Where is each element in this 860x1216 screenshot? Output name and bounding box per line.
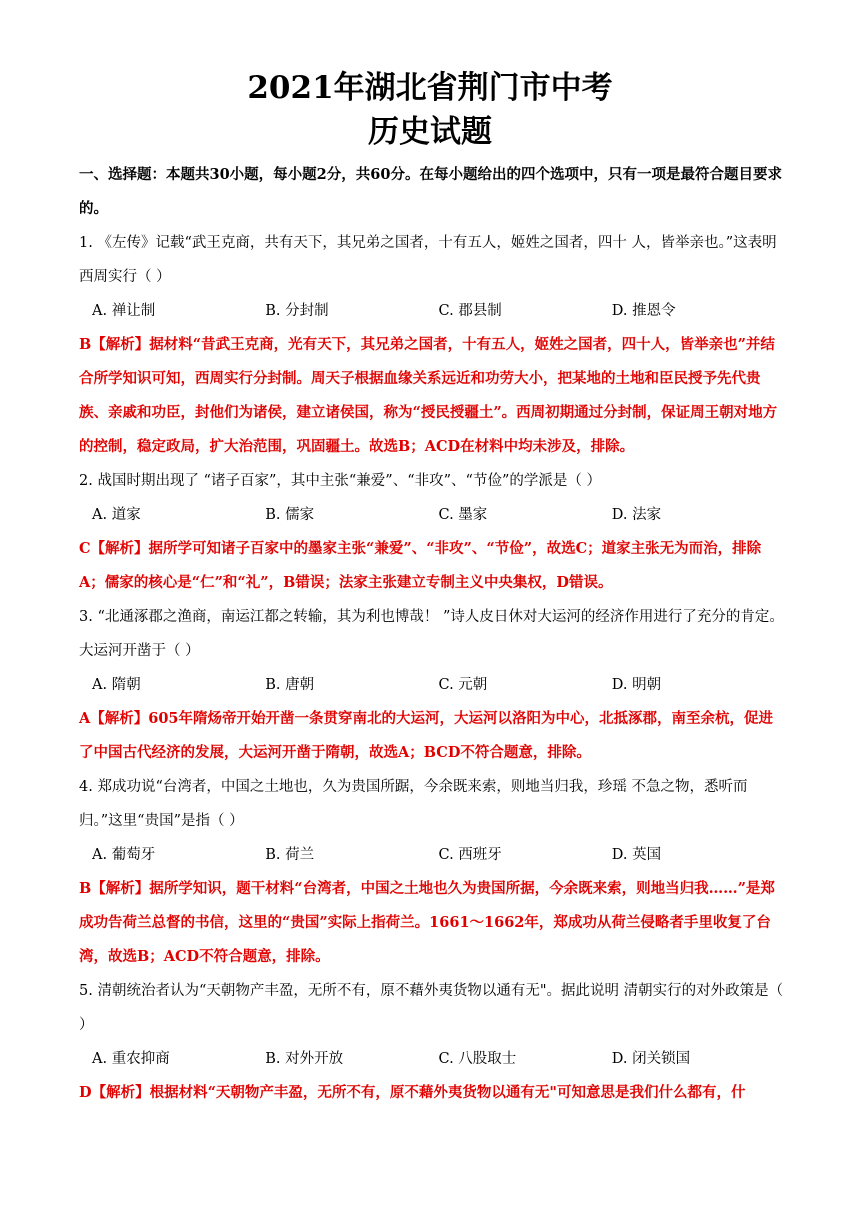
exam-content — [79, 158, 785, 1110]
option: D. 英国 — [611, 847, 662, 863]
option: B. 唐朝 — [265, 677, 315, 693]
options-row — [79, 1042, 785, 1076]
answer-analysis: D【解析】根据材料“天朝物产丰盈，无所不有，原不藉外夷货物以通有无"可知意思是我们什么都有，什 — [79, 1084, 746, 1101]
option: A. 重农抑商 — [92, 1051, 170, 1067]
question-stem: 4. 郑成功说“台湾者，中国之土地也，久为贵国所踞，今余既来索，则地当归我，珍瑶 不急之物，悉听而归。”这里“贵国”是指（ ） — [79, 779, 748, 829]
exam-title: 2021年湖北省荆门市中考 — [247, 70, 613, 106]
option: D. 推恩令 — [611, 303, 676, 319]
option: C. 八股取士 — [438, 1051, 517, 1067]
option: C. 郡县制 — [438, 303, 502, 319]
options-row — [79, 668, 785, 702]
option: A. 葡萄牙 — [92, 847, 156, 863]
section-header: 一、选择题：本题共30小题，每小题2分，共60分。在每小题给出的四个选项中，只有一项是最符合题目要求的。 — [79, 166, 782, 217]
answer-analysis: B【解析】据所学知识，题干材料“台湾者，中国之土地也久为贵国所据，今余既来索，则地当归我……”是郑成功告荷兰总督的书信，这里的“贵国”实际上指荷兰。1661～1662年，郑成功从荷兰侵略者手里收复了台湾，故选B；ACD不符合题意，排除。 — [79, 880, 775, 965]
options-row — [79, 294, 785, 328]
option: D. 闭关锁国 — [611, 1051, 691, 1067]
exam-subtitle: 历史试题 — [368, 114, 492, 150]
option: C. 墨家 — [438, 507, 488, 523]
option: A. 隋朝 — [92, 677, 141, 693]
option: D. 明朝 — [611, 677, 662, 693]
question-stem: 5. 清朝统治者认为“天朝物产丰盈，无所不有，原不藉外夷货物以通有无"。据此说明 清朝实行的对外政策是（ ） — [79, 983, 784, 1033]
option: B. 对外开放 — [265, 1051, 344, 1067]
option: C. 西班牙 — [438, 847, 502, 863]
option: C. 元朝 — [438, 677, 488, 693]
question-stem: 1. 《左传》记载“武王克商，共有天下，其兄弟之国者，十有五人，姬姓之国者，四十 人，皆举亲也。”这表明西周实行（ ） — [79, 235, 777, 285]
answer-analysis: C【解析】据所学可知诸子百家中的墨家主张“兼爱”、“非攻”、“节俭”，故选C；道家主张无为而治，排除A；儒家的核心是“仁”和“礼”，B错误；法家主张建立专制主义中央集权，D错误。 — [79, 540, 762, 591]
option: B. 儒家 — [265, 507, 315, 523]
option: B. 分封制 — [265, 303, 329, 319]
option: A. 道家 — [92, 507, 141, 523]
option: B. 荷兰 — [265, 847, 315, 863]
option: A. 禅让制 — [92, 303, 156, 319]
question-stem: 2. 战国时期出现了 “诸子百家”，其中主张“兼爱”、“非攻”、“节俭”的学派是（ ） — [79, 473, 601, 489]
question-stem: 3. “北通涿郡之渔商，南运江都之转输，其为利也博哉！ ”诗人皮日休对大运河的经济作用进行了充分的肯定。大运河开凿于（ ） — [79, 609, 784, 659]
answer-analysis: A【解析】605年隋炀帝开始开凿一条贯穿南北的大运河，大运河以洛阳为中心，北抵涿郡，南至余杭，促进了中国古代经济的发展，大运河开凿于隋朝，故选A；BCD不符合题意，排除。 — [79, 710, 774, 761]
options-row — [79, 838, 785, 872]
option: D. 法家 — [611, 507, 662, 523]
options-row — [79, 498, 785, 532]
answer-analysis: B【解析】据材料“昔武王克商，光有天下，其兄弟之国者，十有五人，姬姓之国者，四十人，皆举亲也”并结合所学知识可知，西周实行分封制。周天子根据血缘关系远近和功劳大小，把某地的土地和臣民授予先代贵族、亲戚和功臣，封他们为诸侯，建立诸侯国，称为“授民授疆土”。西周初期通过分封制，保证周王朝对地方的控制，稳定政局，扩大治范围，巩固疆土。故选B；ACD在材料中均未涉及，排除。 — [79, 336, 778, 455]
